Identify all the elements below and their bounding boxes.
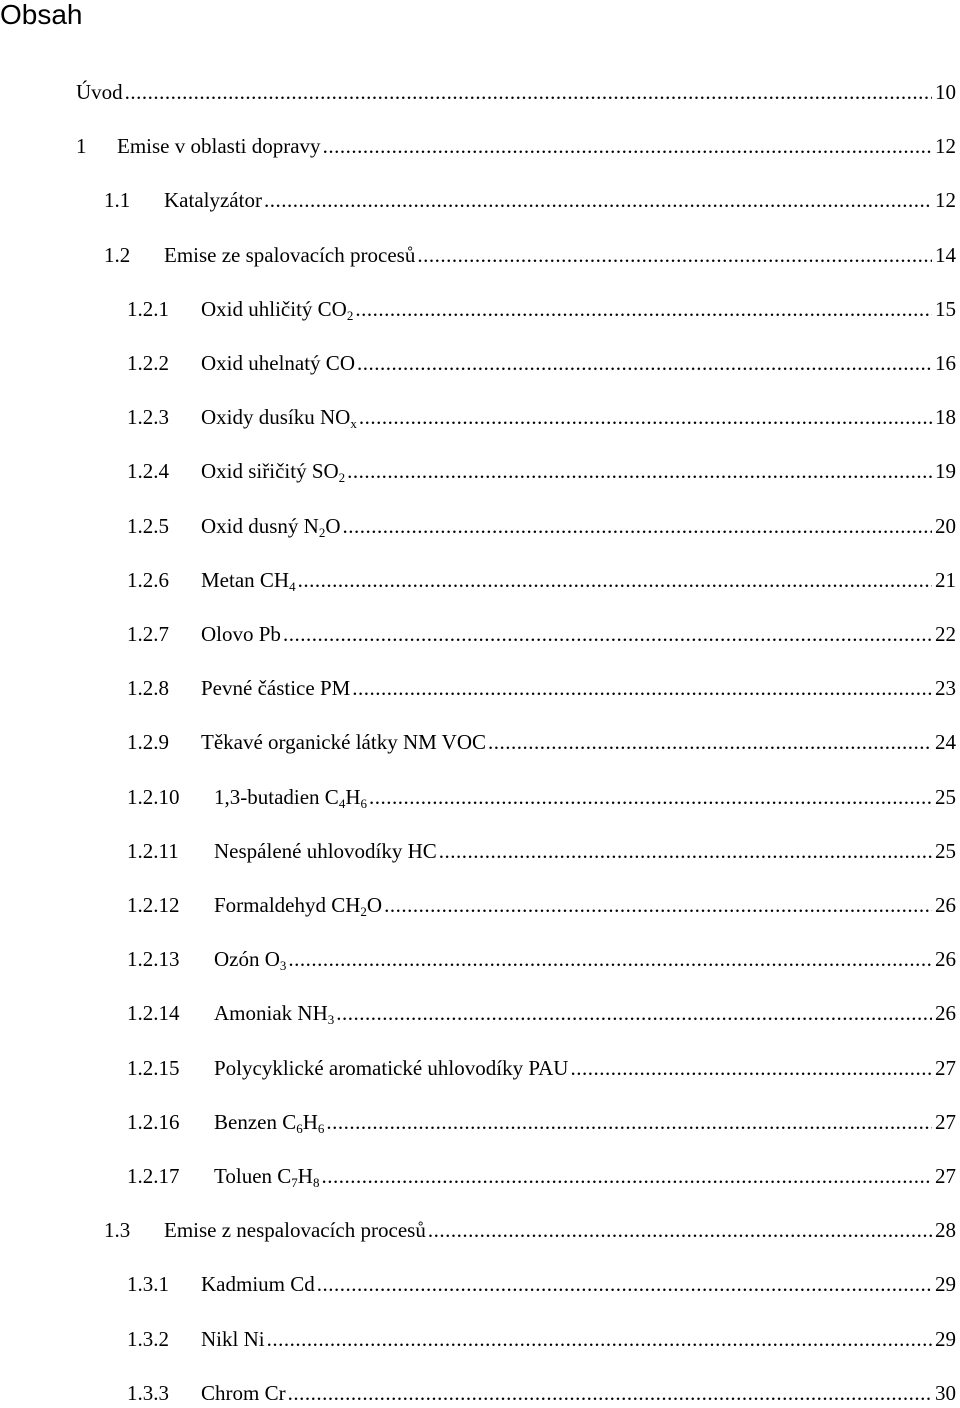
- toc-entry-page-number: 26: [935, 1001, 956, 1026]
- toc-entry[interactable]: [104, 185, 956, 215]
- dot-leader: [321, 1161, 932, 1191]
- toc-entry-page-number: 10: [935, 80, 956, 104]
- toc-entry[interactable]: [127, 565, 956, 595]
- toc-entry-number: 1.2.17: [127, 1164, 180, 1188]
- dot-leader: [288, 1378, 932, 1408]
- toc-entry-subscript: 6: [296, 1120, 303, 1136]
- toc-entry-title: Pevné částice PM: [201, 676, 351, 701]
- dot-leader: [283, 619, 932, 649]
- toc-entry-title: Těkavé organické látky NM VOC: [201, 730, 486, 755]
- dot-leader: [439, 836, 932, 866]
- toc-entry-number: 1.3.2: [127, 1326, 169, 1351]
- dot-leader: [288, 944, 932, 974]
- toc-entry-title: Oxid uhličitý $CO_2$: [201, 296, 354, 323]
- dot-leader: [343, 511, 932, 541]
- toc-entry-subscript: 6: [360, 795, 367, 811]
- dot-leader: [369, 782, 932, 812]
- toc-entry-subscript: 6: [317, 1120, 325, 1136]
- toc-entry[interactable]: [127, 1107, 956, 1137]
- dot-leader: [125, 77, 932, 107]
- toc-entry-number: 1.2.1: [127, 296, 169, 321]
- toc-entry-title: Benzen $C_6H_6$: [214, 1109, 325, 1136]
- toc-entry[interactable]: [127, 782, 956, 812]
- toc-entry-page-number: 24: [935, 730, 956, 755]
- toc-entry-title: Oxid dusný $N_2O$: [201, 513, 341, 540]
- toc-entry-number: 1.2.14: [127, 1001, 180, 1026]
- toc-entry-page-number: 26: [935, 893, 956, 917]
- toc-entry-number: 1.1: [104, 188, 131, 213]
- toc-entry-page-number: 30: [935, 1380, 956, 1405]
- dot-leader: [359, 402, 932, 432]
- toc-entry-number: 1.2.6: [127, 567, 169, 592]
- toc-entry[interactable]: [127, 727, 956, 757]
- toc-entry[interactable]: [127, 890, 956, 920]
- toc-entry-subscript: 3: [327, 1012, 335, 1028]
- toc-entry-title: Kadmium Cd: [201, 1272, 315, 1297]
- toc-entry-subscript: x: [350, 416, 357, 432]
- toc-entry-number: 1.2.16: [127, 1109, 180, 1134]
- toc-entry-number: 1.3.3: [127, 1380, 169, 1405]
- toc-entry-title: Emise z nespalovacích procesů: [164, 1218, 426, 1243]
- dot-leader: [317, 1269, 932, 1299]
- dot-leader: [267, 1324, 932, 1354]
- toc-entry-number: 1.2.13: [127, 947, 180, 972]
- toc-entry-title: Úvod: [76, 80, 123, 104]
- toc-entry-page-number: 25: [935, 838, 956, 863]
- dot-leader: [298, 565, 932, 595]
- toc-entry-page-number: 22: [935, 622, 956, 646]
- toc-entry-title: Nikl Ni: [201, 1326, 265, 1351]
- toc-entry[interactable]: [127, 1161, 956, 1191]
- toc-entry-number: 1.2.2: [127, 351, 169, 375]
- toc-entry-page-number: 29: [935, 1326, 956, 1351]
- toc-entry-number: 1.2.15: [127, 1055, 180, 1080]
- toc-entry-subscript: 4: [338, 795, 346, 811]
- toc-entry[interactable]: [127, 944, 956, 974]
- dot-leader: [347, 456, 932, 486]
- dot-leader: [264, 185, 932, 215]
- dot-leader: [352, 673, 932, 703]
- toc-entry-number: 1.2.11: [127, 838, 179, 863]
- toc-entry[interactable]: [127, 673, 956, 703]
- toc-entry-number: 1.2.9: [127, 730, 169, 755]
- toc-entry[interactable]: [76, 77, 956, 107]
- toc-entry-page-number: 19: [935, 459, 956, 484]
- toc-entry-number: 1.2.8: [127, 676, 169, 701]
- toc-entry[interactable]: [104, 1215, 956, 1245]
- toc-entry-page-number: 23: [935, 676, 956, 701]
- dot-leader: [488, 727, 932, 757]
- toc-entry-page-number: 29: [935, 1272, 956, 1297]
- toc-entry-page-number: 28: [935, 1218, 956, 1243]
- toc-entry-subscript: 2: [346, 307, 354, 323]
- toc-entry-title: Oxid siřičitý $SO_2$: [201, 459, 346, 486]
- toc-entry-title: Emise v oblasti dopravy: [117, 134, 321, 159]
- toc-entry-page-number: 20: [935, 513, 956, 538]
- toc-entry-title: Oxidy dusíku $NO_x$: [201, 405, 357, 432]
- toc-entry-page-number: 14: [935, 242, 956, 267]
- toc-entry-title: Polycyklické aromatické uhlovodíky PAU: [214, 1055, 569, 1080]
- toc-entry-title: Oxid uhelnatý CO: [201, 351, 355, 375]
- toc-entry[interactable]: [127, 619, 956, 649]
- toc-entry-title: Metan $CH_4$: [201, 567, 296, 594]
- toc-entry[interactable]: [127, 1378, 956, 1408]
- toc-entry[interactable]: [104, 240, 956, 270]
- dot-leader: [323, 131, 932, 161]
- toc-entry[interactable]: [127, 1053, 956, 1083]
- dot-leader: [570, 1053, 932, 1083]
- toc-entry[interactable]: [127, 1269, 956, 1299]
- toc-entry-title: Katalyzátor: [164, 188, 262, 213]
- dot-leader: [384, 890, 932, 920]
- toc-entry[interactable]: [127, 836, 956, 866]
- toc-entry-page-number: 12: [935, 134, 956, 159]
- dot-leader: [428, 1215, 932, 1245]
- toc-entry-page-number: 16: [935, 351, 956, 375]
- toc-entry-subscript: 7: [291, 1175, 298, 1190]
- toc-entry-title: Formaldehyd $CH_2O$: [214, 893, 383, 919]
- toc-entry-number: 1.2.3: [127, 405, 169, 430]
- toc-entry-title: Emise ze spalovacích procesů: [164, 242, 416, 267]
- dot-leader: [417, 240, 932, 270]
- toc-entry-subscript: 3: [279, 958, 287, 974]
- toc-entry-title: Toluen $C_7H_8$: [214, 1164, 320, 1190]
- toc-entry[interactable]: [127, 998, 956, 1028]
- toc-entry-subscript: 8: [312, 1175, 320, 1190]
- toc-entry-number: 1.2.12: [127, 893, 180, 917]
- toc-entry-page-number: 21: [935, 567, 956, 592]
- toc-entry-number: 1.3: [104, 1218, 131, 1243]
- toc-entry-number: 1.2.10: [127, 784, 180, 809]
- toc-entry[interactable]: [127, 1324, 956, 1354]
- toc-entry-title: Chrom Cr: [201, 1380, 286, 1405]
- toc-entry-number: 1.2: [104, 242, 131, 267]
- dot-leader: [326, 1107, 932, 1137]
- toc-entry-number: 1.2.7: [127, 622, 169, 646]
- toc-entry[interactable]: [127, 511, 956, 541]
- toc-entry-page-number: 18: [935, 405, 956, 430]
- toc-entry[interactable]: [76, 131, 956, 161]
- toc-entry-title: Nespálené uhlovodíky HC: [214, 838, 437, 863]
- dot-leader: [357, 348, 932, 378]
- toc-entry-subscript: 2: [318, 524, 326, 540]
- toc-entry-page-number: 12: [935, 188, 956, 213]
- toc-entry[interactable]: [127, 402, 956, 432]
- toc-entry[interactable]: [127, 348, 956, 378]
- toc-entry-page-number: 26: [935, 947, 956, 972]
- toc-entry-subscript: 4: [289, 578, 296, 594]
- toc-entry-page-number: 15: [935, 296, 956, 321]
- toc-entry-page-number: 25: [935, 784, 956, 809]
- toc-entry[interactable]: [127, 294, 956, 324]
- toc-entry-number: 1.2.4: [127, 459, 169, 484]
- page-title: Obsah: [0, 0, 83, 30]
- toc-entry-title: 1,3-butadien $C_4H_6$: [214, 784, 367, 811]
- toc-entry-page-number: 27: [935, 1164, 956, 1188]
- toc-entry-number: 1.3.1: [127, 1272, 169, 1297]
- toc-entry-subscript: 2: [338, 470, 346, 486]
- toc-entry-title: Amoniak $NH_3$: [214, 1001, 335, 1028]
- toc-entry-page-number: 27: [935, 1055, 956, 1080]
- dot-leader: [336, 998, 932, 1028]
- toc-entry-title: Ozón $O_3$: [214, 947, 287, 974]
- toc-entry-subscript: 2: [360, 904, 367, 919]
- toc-entry-title: Olovo Pb: [201, 622, 281, 646]
- toc-entry-number: 1: [76, 134, 87, 159]
- toc-entry-number: 1.2.5: [127, 513, 169, 538]
- toc-entry[interactable]: [127, 456, 956, 486]
- toc-entry-page-number: 27: [935, 1109, 956, 1134]
- dot-leader: [355, 294, 932, 324]
